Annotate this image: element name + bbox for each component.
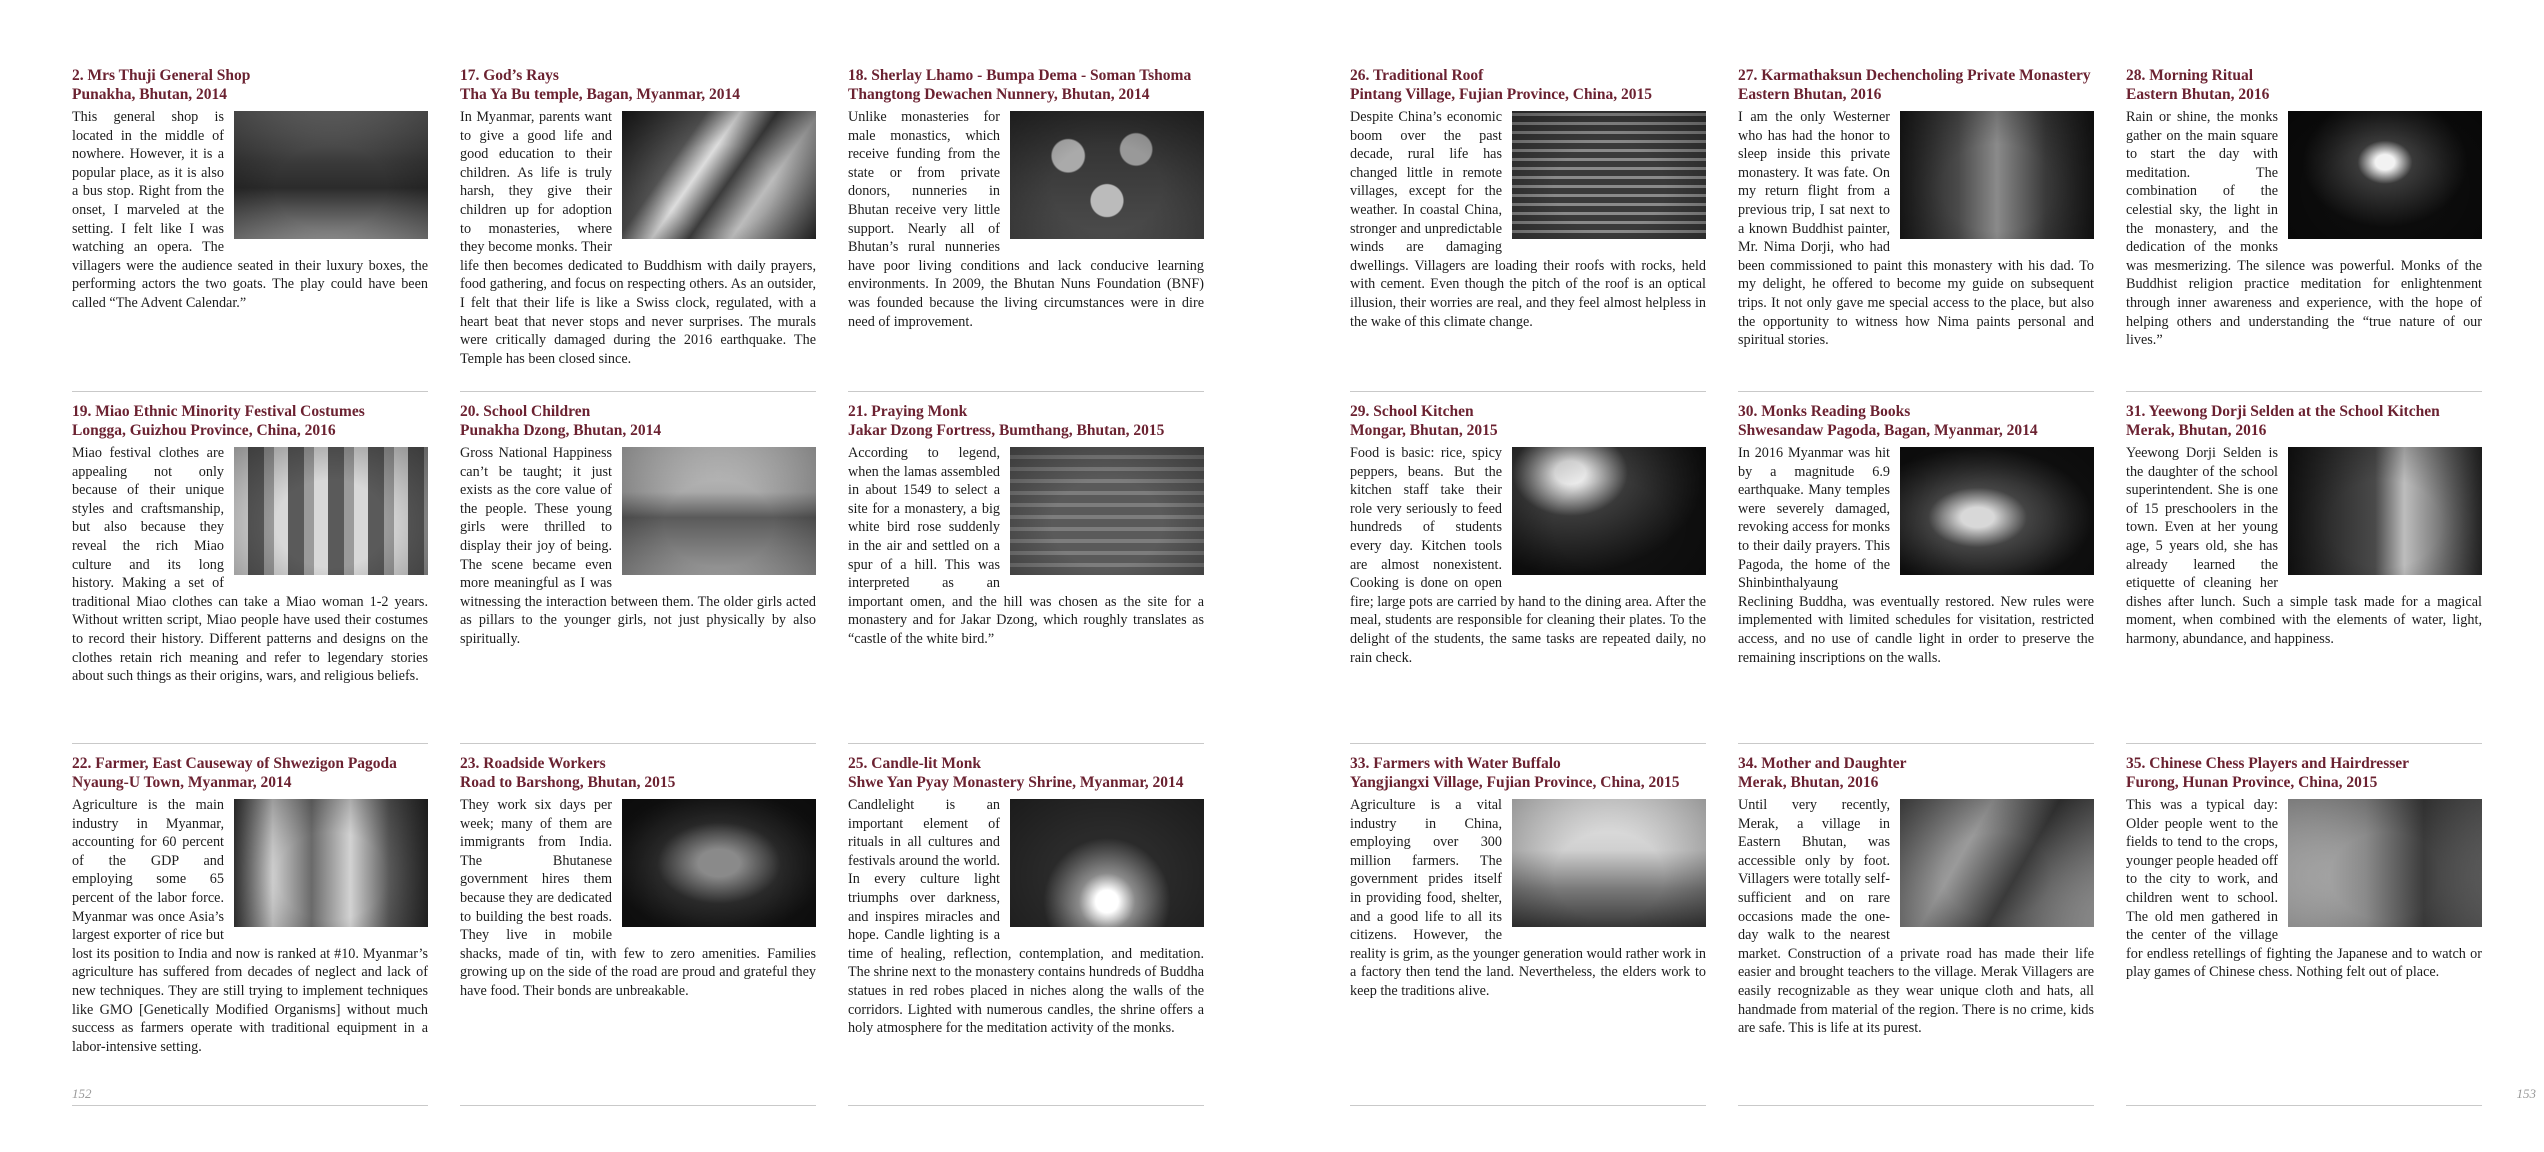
entry-34 [1738, 754, 2094, 1098]
photo-gods-rays [622, 111, 816, 239]
photo-praying-monk [1010, 447, 1204, 575]
entry-title [848, 66, 1204, 104]
photo-morning-ritual [2288, 111, 2482, 239]
entry-text: They work six days per week; many of them are immigrants from India. The Bhutanese government hires them because they are dedicated to building the best roads. They live in mobile shacks, made of tin, with few to zero amenities. Families growing up on the side of the road are proud and grateful they have food. Their bonds are unbreakable. [460, 797, 816, 999]
entry-title [2126, 402, 2482, 440]
entry-20 [460, 402, 816, 736]
left-page [72, 0, 1258, 1152]
entry-text: Candlelight is an important element of rituals in all cultures and festivals around the world. In every culture light triumphs over darkness, and inspires miracles and hope. Candle lighting is a time of healing, reflection, contemplation, and meditation. The shrine next to the monastery contains hundreds of Buddha statues in red robes placed in niches along the walls of the corridors. Lighted with numerous candles, the shrine offers a holy atmosphere for the meditation activity of the monks. [848, 797, 1204, 1037]
entry-28 [2126, 66, 2482, 384]
right-page [1350, 0, 2536, 1152]
entry-heading: 20. School Children [460, 403, 591, 420]
entry-text: Agriculture is a vital industry in China, employing over 300 million farmers. The government prides itself in providing food, shelter, and a good life to all its citizens. However, the reality is grim, as the younger generation would rather work in a factory then tend the land. Nevertheless, the elders work to keep the traditions alive. [1350, 797, 1706, 999]
photo-mother-daughter [1900, 799, 2094, 927]
entry-31 [2126, 402, 2482, 736]
entry-title [1350, 66, 1706, 104]
entry-text: Unlike monasteries for male monastics, which receive funding from the state or from private donors, nunneries in Bhutan receive very little support. Nearly all of Bhutan’s rural nunneries have poor living conditions and lack conducive learning environments. In 2009, the Bhutan Nuns Foundation (BNF) was founded because the living circumstances were in dire need of improvement. [848, 109, 1204, 330]
entry-30 [1738, 402, 2094, 736]
entry-heading: 23. Roadside Workers [460, 755, 606, 772]
photo-water-buffalo [1512, 799, 1706, 927]
entry-text: According to legend, when the lamas assembled in about 1549 to select a site for a monastery, a big white bird rose suddenly in the air and settled on a spur of a hill. This was interpreted as an important omen, and the hill was chosen as the site for a monastery and for Jakar Dzong, which roughly translates as “castle of the white bird.” [848, 445, 1204, 647]
entry-text: This was a typical day: Older people went to the fields to tend to the crops, younger people headed off to the city to work, and children went to school. The old men gathered in the center of the village for endless retellings of fighting the Japanese and to watch or play games of Chinese chess. Nothing felt out of place. [2126, 797, 2482, 981]
entry-22 [72, 754, 428, 1098]
entry-title [1350, 754, 1706, 792]
photo-school-children [622, 447, 816, 575]
entry-heading: 22. Farmer, East Causeway of Shwezigon Pagoda [72, 755, 397, 772]
entry-title [460, 754, 816, 792]
entry-location: Punakha Dzong, Bhutan, 2014 [460, 422, 662, 439]
entry-18 [848, 66, 1204, 384]
entry-location: Eastern Bhutan, 2016 [1738, 86, 1882, 103]
entry-text: Miao festival clothes are appealing not only because of their unique styles and craftsmanship, but also because they reveal the rich Miao culture and its long history. Making a set of traditional Miao clothes can take a Miao woman 1-2 years. Without written script, Miao people have used their costumes to record their history. Different patterns and designs on the clothes retain rich meaning and refer to legendary stories about such things as their origins, wars, and religious beliefs. [72, 445, 428, 685]
entry-heading: 25. Candle-lit Monk [848, 755, 982, 772]
entry-17 [460, 66, 816, 384]
entry-heading: 17. God’s Rays [460, 67, 559, 84]
entry-heading: 27. Karmathaksun Dechencholing Private Monastery [1738, 67, 2091, 84]
entry-location: Tha Ya Bu temple, Bagan, Myanmar, 2014 [460, 86, 741, 103]
photo-traditional-roof [1512, 111, 1706, 239]
entry-title [2126, 66, 2482, 104]
entry-heading: 18. Sherlay Lhamo - Bumpa Dema - Soman Tshoma [848, 67, 1192, 84]
photo-chess-players [2288, 799, 2482, 927]
photo-nunnery [1010, 111, 1204, 239]
entry-location: Yangjiangxi Village, Fujian Province, China, 2015 [1350, 774, 1680, 791]
entry-heading: 26. Traditional Roof [1350, 67, 1484, 84]
photo-miao-costumes [234, 447, 428, 575]
entry-heading: 33. Farmers with Water Buffalo [1350, 755, 1561, 772]
left-entry-grid [72, 66, 1258, 1098]
entry-25 [848, 754, 1204, 1098]
entry-text: I am the only Westerner who has had the honor to sleep inside this private monastery. It was fate. On my return flight from a previous trip, I sat next to a known Buddhist painter, Mr. Nima Dorji, who had been commissioned to paint this monastery with his dad. To my delight, he offered to become my guide on subsequent trips. It not only gave me special access to the place, but also the opportunity to witness how Nima paints personal and spiritual stories. [1738, 109, 2094, 349]
entry-heading: 28. Morning Ritual [2126, 67, 2254, 84]
entry-title [460, 66, 816, 104]
entry-heading: 2. Mrs Thuji General Shop [72, 67, 251, 84]
entry-heading: 19. Miao Ethnic Minority Festival Costumes [72, 403, 365, 420]
entry-33 [1350, 754, 1706, 1098]
entry-text: In Myanmar, parents want to give a good life and good education to their children. As life is truly harsh, they give their children up for adoption to monasteries, where they become monks. Their life then becomes dedicated to Buddhism with daily prayers, food gathering, and focus on respecting others. As an outsider, I felt that their life is like a Swiss clock, regulated, with a heart beat that never stops and never surprises. The murals were critically damaged during the 2016 earthquake. The Temple has been closed since. [460, 109, 816, 367]
entry-text: Gross National Happiness can’t be taught; it just exists as the core value of the people. These young girls were thrilled to display their joy of being. The scene became even more meaningful as I was witnessing the interaction between them. The older girls acted as pillars to the younger girls, not just physically by also spiritually. [460, 445, 816, 647]
entry-title [1738, 66, 2094, 104]
entry-text: Food is basic: rice, spicy peppers, beans. But the kitchen staff take their role very seriously to feed hundreds of students every day. Kitchen tools are almost nonexistent. Cooking is done on open fire; large pots are carried by hand to the dining area. After the meal, students are responsible for cleaning their plates. To the delight of the students, the same tasks are repeated daily, no rain check. [1350, 445, 1706, 666]
entry-text: Until very recently, Merak, a village in Eastern Bhutan, was accessible only by foot. Villagers were totally self-sufficient and on rare occasions made the one-day walk to the nearest market. Construction of a private road has made their life easier and brought teachers to the village. Merak Villagers are easily recognizable as they wear unique cloth and hats, all handmade from material of the region. There is no crime, kids are safe. This is life at its purest. [1738, 797, 2094, 1037]
entry-location: Road to Barshong, Bhutan, 2015 [460, 774, 676, 791]
entry-text: Despite China’s economic boom over the past decade, rural life has changed little in remote villages, except for the weather. In coastal China, stronger and unpredictable winds are damaging dwellings. Villagers are loading their roofs with rocks, held with cement. Even though the pitch of the roof is an optical illusion, their worries are real, and they feel almost helpless in the wake of this climate change. [1350, 109, 1706, 330]
entry-29 [1350, 402, 1706, 736]
entry-heading: 35. Chinese Chess Players and Hairdresser [2126, 755, 2410, 772]
entry-location: Eastern Bhutan, 2016 [2126, 86, 2270, 103]
entry-title [2126, 754, 2482, 792]
photo-farmer [234, 799, 428, 927]
entry-location: Mongar, Bhutan, 2015 [1350, 422, 1498, 439]
entry-2 [72, 66, 428, 384]
entry-location: Shwesandaw Pagoda, Bagan, Myanmar, 2014 [1738, 422, 2038, 439]
entry-title [72, 402, 428, 440]
entry-location: Jakar Dzong Fortress, Bumthang, Bhutan, 2015 [848, 422, 1165, 439]
entry-heading: 29. School Kitchen [1350, 403, 1474, 420]
photo-roadside-workers [622, 799, 816, 927]
entry-21 [848, 402, 1204, 736]
page-number-left: 152 [72, 1086, 92, 1101]
entry-27 [1738, 66, 2094, 384]
entry-heading: 34. Mother and Daughter [1738, 755, 1907, 772]
entry-19 [72, 402, 428, 736]
photo-monks-reading [1900, 447, 2094, 575]
entry-title [72, 754, 428, 792]
entry-location: Merak, Bhutan, 2016 [1738, 774, 1879, 791]
entry-title [1738, 402, 2094, 440]
entry-location: Longga, Guizhou Province, China, 2016 [72, 422, 336, 439]
entry-location: Furong, Hunan Province, China, 2015 [2126, 774, 2378, 791]
entry-location: Pintang Village, Fujian Province, China, 2015 [1350, 86, 1652, 103]
entry-location: Nyaung-U Town, Myanmar, 2014 [72, 774, 292, 791]
entry-text: In 2016 Myanmar was hit by a magnitude 6.9 earthquake. Many temples were severely damaged, revoking access for monks to their daily prayers. This Pagoda, the home of the Shinbinthalyaung Reclining Buddha, was eventually restored. New rules were implemented with limited schedules for visitation, restricted access, and no use of candle light in order to preserve the remaining inscriptions on the walls. [1738, 445, 2094, 666]
entry-title [72, 66, 428, 104]
photo-yeewong-dorji-selden [2288, 447, 2482, 575]
entry-text: Yeewong Dorji Selden is the daughter of the school superintendent. She is one of 15 preschoolers in the town. Even at her young age, 5 years old, she has already learned the etiquette of cleaning her dishes after lunch. Such a simple task made for a magical moment, when combined with the elements of water, light, harmony, abundance, and happiness. [2126, 445, 2482, 647]
entry-heading: 31. Yeewong Dorji Selden at the School Kitchen [2126, 403, 2440, 420]
photo-school-kitchen [1512, 447, 1706, 575]
entry-title [848, 754, 1204, 792]
entry-heading: 21. Praying Monk [848, 403, 968, 420]
entry-title [1738, 754, 2094, 792]
entry-location: Thangtong Dewachen Nunnery, Bhutan, 2014 [848, 86, 1150, 103]
right-entry-grid [1350, 66, 2536, 1098]
entry-text: This general shop is located in the middle of nowhere. However, it is a popular place, as it is also a bus stop. Right from the onset, I marveled at the setting. I felt like I was watching an opera. The villagers were the audience seated in their luxury boxes, the performing actors the two goats. The play could have been called “The Advent Calendar.” [72, 109, 428, 311]
entry-23 [460, 754, 816, 1098]
entry-text: Agriculture is the main industry in Myanmar, accounting for 60 percent of the GDP and employing some 65 percent of the labor force. Myanmar was once Asia’s largest exporter of rice but lost its position to India and now is ranked at #10. Myanmar’s agriculture has suffered from decades of neglect and lack of new techniques. They are still trying to implement techniques like GMO [Genetically Modified Organisms] without much success as farmers operate with traditional equipment in a labor-intensive setting. [72, 797, 428, 1055]
page-number-right: 153 [2516, 1086, 2536, 1101]
photo-private-monastery [1900, 111, 2094, 239]
entry-location: Merak, Bhutan, 2016 [2126, 422, 2267, 439]
photo-candle-lit-monk [1010, 799, 1204, 927]
entry-heading: 30. Monks Reading Books [1738, 403, 1911, 420]
entry-title [1350, 402, 1706, 440]
entry-title [848, 402, 1204, 440]
entry-title [460, 402, 816, 440]
entry-26 [1350, 66, 1706, 384]
entry-text: Rain or shine, the monks gather on the main square to start the day with meditation. The combination of the celestial sky, the light in the monastery, and the dedication of the monks was mesmerizing. The silence was powerful. Monks of the Buddhist religion practice meditation for enlightenment through inner awareness and experience, with the hope of helping others and understanding the “true nature of our lives.” [2126, 109, 2482, 349]
entry-35 [2126, 754, 2482, 1098]
entry-location: Shwe Yan Pyay Monastery Shrine, Myanmar, 2014 [848, 774, 1184, 791]
photo-general-shop [234, 111, 428, 239]
entry-location: Punakha, Bhutan, 2014 [72, 86, 228, 103]
